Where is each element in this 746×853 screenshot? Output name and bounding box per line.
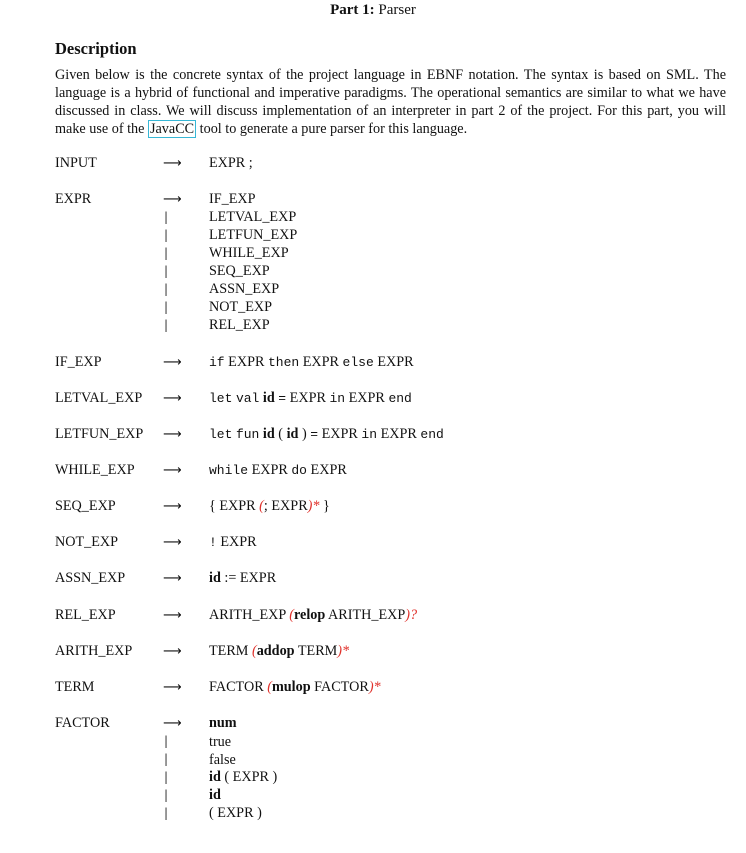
arrow-icon: ⟶: [163, 644, 182, 659]
bar-icon: |: [164, 210, 169, 224]
ebnf-open: (: [251, 643, 257, 659]
expr-alt: ASSN_EXP: [209, 281, 280, 297]
arrow-icon: ⟶: [163, 608, 182, 623]
description-text-1: Given below is the concrete syntax of the project language in EBNF notation. The syntax is based on SML. The language is a hybrid of functional and imperative paradigms. The operational semantics are similar to what we have discussed in class. We will discuss implementation of an interpreter in part 2 of the project. For this part, you will make use of the: [55, 67, 726, 137]
arrow-icon: ⟶: [163, 680, 182, 695]
arrow-icon: ⟶: [163, 427, 182, 442]
nt-while-exp: WHILE_EXP: [55, 462, 135, 478]
bar-icon: |: [164, 752, 169, 766]
rhs-assn-exp: [209, 570, 276, 587]
factor-alt-false: false: [209, 752, 236, 768]
nonterminal: EXPR: [348, 390, 385, 406]
nonterminal: EXPR: [251, 462, 288, 478]
rhs-seq-exp: [209, 498, 330, 515]
symbol: :=: [224, 570, 237, 586]
keyword: end: [388, 391, 412, 406]
arrow-icon: ⟶: [163, 156, 182, 171]
javacc-link[interactable]: JavaCC: [149, 121, 195, 137]
expr-alt: LETVAL_EXP: [209, 209, 297, 225]
rhs-letval-exp: [209, 390, 412, 407]
nonterminal: EXPR: [380, 426, 417, 442]
nonterminal: FACTOR: [314, 679, 369, 695]
nt-expr: EXPR: [55, 191, 92, 207]
arrow-icon: ⟶: [163, 571, 182, 586]
section-heading: Description: [55, 39, 137, 58]
ebnf-open: (: [267, 679, 272, 695]
bar-icon: |: [164, 228, 169, 242]
nonterminal: EXPR: [310, 462, 347, 478]
bar-icon: |: [164, 264, 169, 278]
bar-icon: |: [164, 300, 169, 314]
bar-icon: |: [164, 806, 169, 820]
keyword: else: [342, 355, 374, 370]
part-label: Part 1:: [330, 2, 375, 18]
nonterminal: TERM: [209, 643, 249, 659]
nonterminal: EXPR: [228, 354, 265, 370]
rhs-input: EXPR ;: [209, 155, 253, 171]
symbol: !: [209, 535, 217, 550]
token: addop: [256, 643, 295, 659]
nonterminal: EXPR: [289, 390, 326, 406]
expr-alt: REL_EXP: [209, 317, 270, 333]
expr-alt: WHILE_EXP: [209, 245, 289, 261]
arrow-icon: ⟶: [163, 391, 182, 406]
bar-icon: |: [164, 282, 169, 296]
token: id: [209, 769, 221, 785]
token: id: [286, 426, 299, 442]
symbol: ): [301, 426, 307, 442]
nonterminal: ARITH_EXP: [328, 607, 406, 623]
nonterminal: EXPR: [302, 354, 339, 370]
rhs-letfun-exp: [209, 426, 444, 443]
nonterminal: EXPR: [220, 534, 257, 550]
arrow-icon: ⟶: [163, 535, 182, 550]
nt-rel-exp: REL_EXP: [55, 607, 116, 623]
nonterminal: EXPR: [219, 498, 256, 514]
keyword: fun: [235, 427, 260, 442]
keyword: in: [361, 427, 378, 442]
nt-factor: FACTOR: [55, 715, 110, 731]
symbol: =: [278, 391, 287, 406]
nonterminal: ARITH_EXP: [209, 607, 286, 623]
description-paragraph: [55, 66, 726, 138]
nt-letfun-exp: LETFUN_EXP: [55, 426, 144, 442]
arrow-icon: ⟶: [163, 499, 182, 514]
symbol: {: [209, 498, 216, 514]
nt-not-exp: NOT_EXP: [55, 534, 119, 550]
rhs-while-exp: [209, 462, 347, 479]
factor-alt-id: id: [209, 787, 221, 803]
expr-alt: LETFUN_EXP: [209, 227, 298, 243]
token: mulop: [271, 679, 311, 695]
bar-icon: |: [164, 246, 169, 260]
expr-alt: SEQ_EXP: [209, 263, 270, 279]
bar-icon: |: [164, 318, 169, 332]
keyword: if: [209, 355, 225, 370]
rhs-rel-exp: [209, 607, 417, 624]
expr-alt: IF_EXP: [209, 191, 256, 207]
keyword: val: [235, 391, 260, 406]
keyword: then: [267, 355, 300, 370]
factor-alt-num: num: [209, 715, 237, 731]
nt-seq-exp: SEQ_EXP: [55, 498, 116, 514]
keyword: in: [329, 391, 346, 406]
expr-alt: NOT_EXP: [209, 299, 273, 315]
part-header: [0, 2, 746, 19]
ebnf-close: )?: [405, 607, 418, 623]
arrow-icon: ⟶: [163, 463, 182, 478]
description-text-2: tool to generate a pure parser for this language.: [196, 121, 468, 137]
ebnf-close: )*: [337, 643, 350, 659]
bar-icon: |: [164, 734, 169, 748]
bar-icon: |: [164, 770, 169, 784]
nonterminal: ( EXPR ): [224, 769, 278, 785]
nt-input: INPUT: [55, 155, 97, 171]
ebnf-close: )*: [307, 498, 320, 514]
token: relop: [294, 607, 326, 623]
factor-alt-call: [209, 769, 277, 786]
symbol: }: [323, 498, 330, 514]
nt-arith-exp: ARITH_EXP: [55, 643, 133, 659]
factor-alt-true: true: [209, 734, 232, 750]
token: id: [209, 570, 221, 586]
keyword: end: [420, 427, 444, 442]
rhs-not-exp: [209, 534, 257, 551]
token: id: [262, 426, 275, 442]
ebnf-close: )*: [368, 679, 381, 695]
nonterminal: EXPR: [239, 570, 277, 586]
keyword: do: [291, 463, 307, 478]
token: id: [262, 390, 275, 406]
nt-letval-exp: LETVAL_EXP: [55, 390, 143, 406]
nonterminal: EXPR: [377, 354, 414, 370]
arrow-icon: ⟶: [163, 355, 182, 370]
part-title: Parser: [378, 2, 416, 18]
symbol: =: [310, 427, 319, 442]
nonterminal: FACTOR: [209, 679, 264, 695]
rhs-arith-exp: [209, 643, 349, 660]
nt-if-exp: IF_EXP: [55, 354, 102, 370]
keyword: let: [209, 427, 233, 442]
arrow-icon: ⟶: [163, 192, 182, 207]
nt-term: TERM: [55, 679, 95, 695]
keyword: while: [209, 463, 249, 478]
rhs-term: [209, 679, 381, 696]
nonterminal: EXPR: [321, 426, 358, 442]
nonterminal: ; EXPR: [263, 498, 308, 514]
symbol: (: [278, 426, 284, 442]
nonterminal: TERM: [297, 643, 338, 659]
arrow-icon: ⟶: [163, 716, 182, 731]
ebnf-open: (: [289, 607, 294, 623]
ebnf-open: (: [259, 498, 264, 514]
nt-assn-exp: ASSN_EXP: [55, 570, 126, 586]
keyword: let: [209, 391, 233, 406]
rhs-if-exp: [209, 354, 414, 371]
bar-icon: |: [164, 788, 169, 802]
factor-alt-paren: ( EXPR ): [209, 805, 262, 821]
